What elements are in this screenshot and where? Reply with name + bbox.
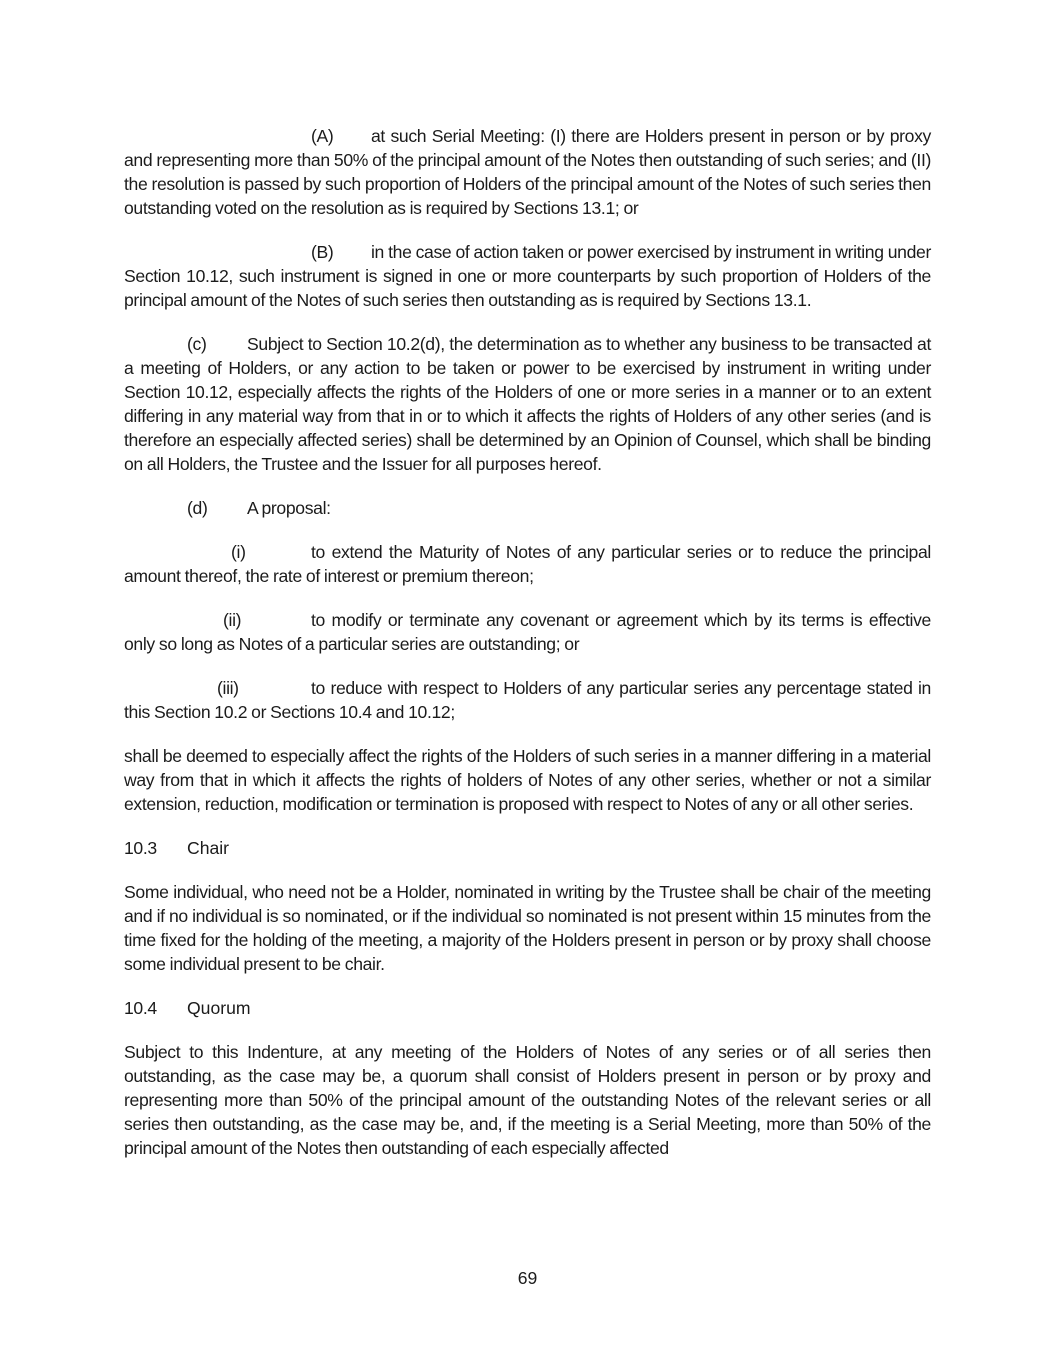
section-heading-10-3 — [124, 836, 931, 860]
paragraph-c — [124, 332, 931, 476]
section-number: 10.3 — [124, 838, 157, 858]
section-number: 10.4 — [124, 998, 157, 1018]
paragraph-tail: shall be deemed to especially affect the rights of the Holders of such series in a manner differing in a material way from that in which it affects the rights of holders of Notes of any other series, whether or not a similar extension, reduction, modification or termination is proposed with respect to Notes of any or all other series. — [124, 746, 931, 814]
paragraph-c-text: Subject to Section 10.2(d), the determination as to whether any business to be transacted at a meeting of Holders, or any action to be taken or power to be exercised by instrument in writing under Section 10.12, especially affects the rights of the Holders of one or more series in a manner or to an extent differing in any material way from that in or to which it affects the rights of Holders of any other series (and is therefore an especially affected series) shall be determined by an Opinion of Counsel, which shall be binding on all Holders, the Trustee and the Issuer for all purposes hereof. — [124, 334, 931, 474]
section-title: Chair — [187, 838, 230, 858]
subparagraph-ii — [124, 608, 931, 656]
paragraph-d-text: A proposal: — [247, 498, 331, 518]
section-body-10-4: Subject to this Indenture, at any meeting of the Holders of Notes of any series or of all series then outstanding, as the case may be, a quorum shall consist of Holders present in person or by proxy and representing more than 50% of the principal amount of the outstanding Notes of the relevant series or all series then outstanding, as the case may be, and, if the meeting is a Serial Meeting, more than 50% of the principal amount of the Notes then outstanding of each especially affected — [124, 1042, 931, 1158]
section-title: Quorum — [187, 998, 251, 1018]
paragraph-d — [124, 496, 931, 520]
paragraph-B-text: in the case of action taken or power exercised by instrument in writing under Section 10.12, such instrument is signed in one or more counterparts by such proportion of Holders of the principal amount of the Notes of such series then outstanding as is required by Sections 13.1. — [124, 242, 931, 310]
paragraph-B-label: (B) — [311, 242, 334, 262]
subparagraph-i-label: (i) — [231, 542, 246, 562]
page-number: 69 — [517, 1268, 538, 1288]
subparagraph-i-text: to extend the Maturity of Notes of any particular series or to reduce the principal amount thereof, the rate of interest or premium thereon; — [124, 542, 931, 586]
document-page — [124, 124, 931, 1160]
subparagraph-ii-label: (ii) — [223, 610, 242, 630]
subparagraph-ii-text: to modify or terminate any covenant or agreement which by its terms is effective only so long as Notes of a particular series are outstanding; or — [124, 610, 931, 654]
subparagraph-iii-label: (iii) — [217, 678, 239, 698]
paragraph-B — [124, 240, 931, 312]
paragraph-c-label: (c) — [187, 334, 207, 354]
paragraph-A-text: at such Serial Meeting: (I) there are Holders present in person or by proxy and representing more than 50% of the principal amount of the Notes then outstanding of such series; and (II) the resolution is passed by such proportion of Holders of the principal amount of the Notes of such series then outstanding voted on the resolution as is required by Sections 13.1; or — [124, 126, 931, 218]
subparagraph-iii-text: to reduce with respect to Holders of any particular series any percentage stated in this Section 10.2 or Sections 10.4 and 10.12; — [124, 678, 931, 722]
section-body-10-3: Some individual, who need not be a Holder, nominated in writing by the Trustee shall be chair of the meeting and if no individual is so nominated, or if the individual so nominated is not present within 15 minutes from the time fixed for the holding of the meeting, a majority of the Holders present in person or by proxy shall choose some individual present to be chair. — [124, 882, 931, 974]
paragraph-A-label: (A) — [311, 126, 334, 146]
subparagraph-i — [124, 540, 931, 588]
subparagraph-iii — [124, 676, 931, 724]
paragraph-A — [124, 124, 931, 220]
section-heading-10-4 — [124, 996, 931, 1020]
paragraph-d-label: (d) — [187, 498, 208, 518]
